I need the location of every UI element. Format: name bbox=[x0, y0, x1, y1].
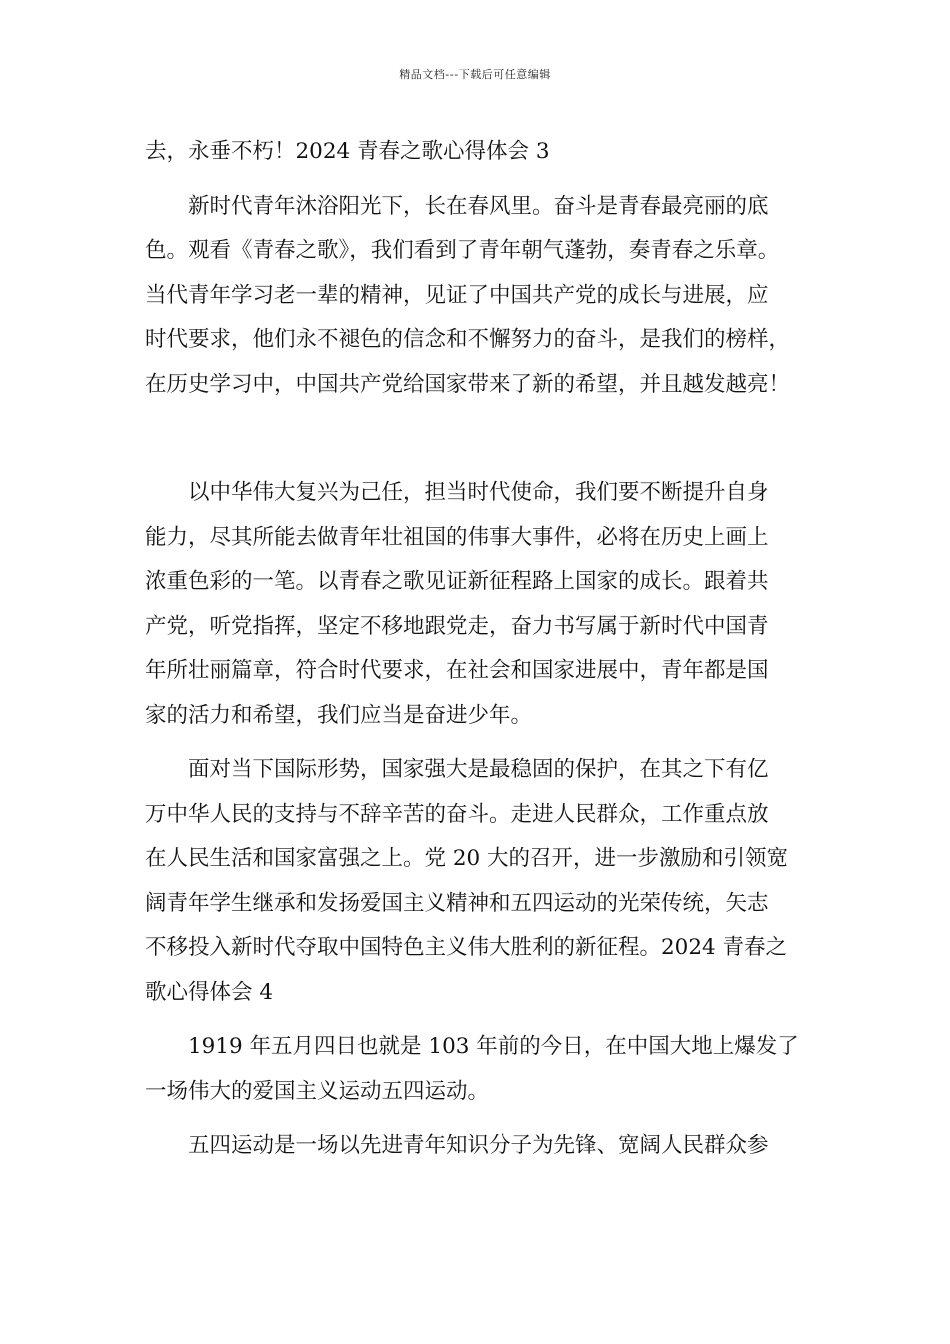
text-line: 新时代青年沐浴阳光下，长在春风里。奋斗是青春最亮丽的底 bbox=[188, 193, 769, 219]
text-line: 1919 年五月四日也就是 103 年前的今日，在中国大地上爆发了 bbox=[188, 1034, 799, 1059]
text-line: 不移投入新时代夺取中国特色主义伟大胜利的新征程。2024 青春之 bbox=[145, 935, 788, 960]
text-line: 在历史学习中，中国共产党给国家带来了新的希望，并且越发越亮！ bbox=[145, 371, 791, 397]
text-line: 年所壮丽篇章，符合时代要求，在社会和国家进展中，青年都是国 bbox=[145, 658, 769, 683]
text-line: 去，永垂不朽！2024 青春之歌心得体会 3 bbox=[145, 139, 550, 164]
text-line: 色。观看《青春之歌》，我们看到了青年朝气蓬勃，奏青春之乐章。 bbox=[145, 238, 780, 263]
text-line: 五四运动是一场以先进青年知识分子为先锋、宽阔人民群众参 bbox=[188, 1133, 769, 1158]
text-line: 以中华伟大复兴为己任，担当时代使命，我们要不断提升自身 bbox=[188, 480, 769, 505]
paragraph-4 bbox=[145, 748, 810, 793]
text-line: 家的活力和希望，我们应当是奋进少年。 bbox=[145, 702, 533, 728]
text-line: 万中华人民的支持与不辞辛苦的奋斗。走进人民群众，工作重点放 bbox=[145, 801, 769, 827]
text-line: 面对当下国际形势，国家强大是最稳固的保护，在其之下有亿 bbox=[188, 757, 769, 782]
text-line: 时代要求，他们永不褪色的信念和不懈努力的奋斗，是我们的榜样， bbox=[145, 327, 791, 352]
text-line: 当代青年学习老一辈的精神，见证了中国共产党的成长与进展，应 bbox=[145, 282, 769, 308]
page-header: 精品文档---下载后可任意编辑 bbox=[399, 68, 551, 81]
text-line: 产党，听党指挥，坚定不移地跟党走，奋力书写属于新时代中国青 bbox=[145, 613, 769, 639]
text-line: 在人民生活和国家富强之上。党 20 大的召开，进一步激励和引领宽 bbox=[145, 846, 789, 871]
text-line: 一场伟大的爱国主义运动五四运动。 bbox=[145, 1078, 490, 1104]
text-line: 歌心得体会 4 bbox=[145, 979, 274, 1005]
paragraph-3 bbox=[145, 471, 810, 516]
text-line: 能力，尽其所能去做青年壮祖国的伟事大事件，必将在历史上画上 bbox=[145, 524, 769, 550]
paragraph-6 bbox=[145, 1124, 810, 1169]
paragraph-2-cont bbox=[145, 229, 810, 407]
paragraph-5 bbox=[145, 1025, 810, 1070]
paragraph-4-cont bbox=[145, 793, 810, 1016]
paragraph-3-cont bbox=[145, 516, 810, 739]
paragraph-2 bbox=[145, 185, 810, 230]
document-body bbox=[145, 130, 810, 1169]
paragraph-5-cont bbox=[145, 1070, 810, 1115]
text-line: 浓重色彩的一笔。以青春之歌见证新征程路上国家的成长。跟着共 bbox=[145, 569, 769, 594]
paragraph-1 bbox=[145, 130, 810, 175]
text-line: 阔青年学生继承和发扬爱国主义精神和五四运动的光荣传统，矢志 bbox=[145, 890, 769, 916]
